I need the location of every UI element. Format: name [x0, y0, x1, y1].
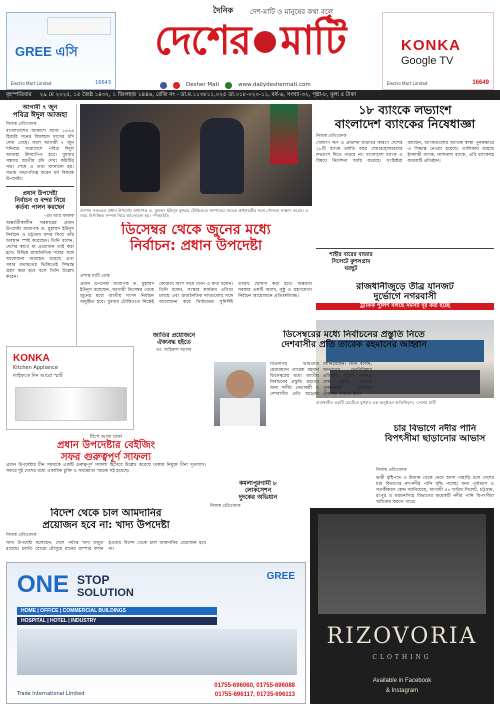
rice-headline[interactable]: বিদেশ থেকে চাল আমদানির প্রয়োজন হবে না: খাদ্য উপদেষ্টা: [42, 508, 170, 531]
gree-logo-small: GREE: [266, 571, 295, 582]
title-right: মাটি: [280, 17, 346, 64]
traffic-kicker: ট্রাফিক পুলিশ বলছে সমস্যা দূর করা হচ্ছে: [316, 303, 494, 310]
adviser-byline: -এম আর ফারুক: [44, 213, 74, 219]
tarek-headline[interactable]: ডিসেম্বরের মধ্যে নির্বাচনের প্রস্তুতি নিতে দেশবাসীর প্রতি তারেক রহমানের আহ্বান: [281, 330, 427, 351]
web-icon: [225, 82, 232, 89]
konka-footer: Electro Mart Limited: [387, 81, 428, 86]
one-stop-line-2: HOSPITAL | HOTEL | INDUSTRY: [17, 617, 217, 625]
google-tv-label: Google TV: [401, 55, 454, 67]
beijing-box: [6, 434, 206, 494]
rizovoria-sub: CLOTHING: [372, 654, 432, 661]
eid-kicker: আগামী ৭ জুন: [22, 104, 58, 111]
lead-byline: প্রশান্ত মাটি ডেস্ক: [80, 274, 110, 279]
photo-flag: [270, 104, 298, 164]
facebook-icon[interactable]: [160, 82, 167, 89]
kamalapur-box: [210, 480, 306, 560]
youtube-icon[interactable]: [173, 82, 180, 89]
photo-person-right: [200, 118, 244, 194]
flood-body: ভারী বৃষ্টিপাত ও উজান থেকে নেমে আসা পাহাড়ি ঢলে দেশের চার বিভাগের নদ-নদীর পানি বৃদ্ধি পাচ্ছে। বন্যা পূর্বাভাস ও সতর্কীকরণ কেন্দ্র জানিয়েছে, আগামী ৪৮ ঘণ্টায় সিলেট, চট্টগ্রাম, রংপুর ও ময়মনসিংহ বিভাগের কয়েকটি নদীর পানি বিপৎসীমা অতিক্রম করতে পারে।: [376, 475, 494, 505]
gree-logo: GREE এসি: [15, 44, 78, 59]
lead-body: প্রধান উপদেষ্টা অধ্যাপক ড. মুহাম্মদ ইউনূস বলেছেন, আগামী ডিসেম্বর থেকে জুনের মধ্যে জাতীয় সংসদ নির্বাচন অনুষ্ঠিত হবে। বুধবার টোকিওতে নিক্কেই ফোরামে অংশ নিয়ে তিনি এ কথা বলেন। তিনি বলেন, সংস্কার কার্যক্রম এগিয়ে চলছে এবং রাজনৈতিক দলগুলোর সঙ্গে আলোচনা করে নির্বাচনের সুনির্দিষ্ট তারিখ ঘোষণা করা হবে। অন্তর্বর্তী সরকার একটি অবাধ, সুষ্ঠু ও গ্রহণযোগ্য নির্বাচন আয়োজনে প্রতিশ্রুতিবদ্ধ।: [80, 281, 312, 305]
eid-headline[interactable]: পবিত্র ঈদুল আজহা: [12, 111, 68, 120]
kitchen-appliances-image: [15, 387, 127, 421]
flood-headline-box: [376, 424, 494, 466]
konka-kitchen-ad[interactable]: [6, 346, 134, 430]
traffic-box: [316, 282, 494, 318]
unity-headline[interactable]: জাতির প্রয়োজনে ঐক্যবদ্ধ হইতে: [152, 332, 196, 347]
eid-body: বাংলাদেশের আকাশে আজ ১৪৪৬ হিজরি সনের জিলহজ মাসের চাঁদ দেখা গেছে। ফলে আগামী ৭ জুন শনিবার সারাদেশে পবিত্র ঈদুল আজহা উদযাপিত হবে। বুধবার সন্ধ্যায় জাতীয় চাঁদ দেখা কমিটির সভা শেষে এ তথ্য জানানো হয়। সভায় সভাপতিত্ব করেন ধর্ম বিষয়ক উপদেষ্টা।: [6, 129, 74, 183]
eid-byline: নিজস্ব প্রতিবেদক: [6, 121, 37, 127]
tagline: দেশ-মাটি ও মানুষের কথা বলে: [250, 8, 333, 16]
kamalapur-headline[interactable]: কমলাপুরগামী ৮ লোকসেশন দুদকের অভিযান: [238, 480, 278, 502]
gree-hotline: 16643: [95, 79, 111, 86]
one-stop-solution-ad[interactable]: [6, 562, 306, 704]
divider: [6, 186, 74, 187]
adviser-body: অন্তর্বর্তীকালীন সরকারের প্রধান উপদেষ্টা অধ্যাপক ড. মুহাম্মদ ইউনূস নির্বাচন ও চট্টগ্রাম বন্দর নিয়ে তাঁর অবস্থান স্পষ্ট করেছেন। তিনি বলেন, দেশের স্বার্থে যা প্রয়োজন তাই করা হবে। বিভিন্ন রাজনৈতিক দলের সঙ্গে আলোচনা অব্যাহত রয়েছে এবং সবার মতামতের ভিত্তিতেই সিদ্ধান্ত গ্রহণ করা হবে বলে তিনি উল্লেখ করেন।: [6, 221, 74, 281]
konka-kitchen-logo: KONKA: [13, 353, 50, 364]
newspaper-title: [122, 12, 378, 72]
bank-body: খেলাপি ঋণ ও প্রভিশন ঘাটতির কারণে দেশের ১৮টি ব্যাংক চলতি বছর শেয়ারহোল্ডারদের লভ্যাংশ দিতে পারবে না। বাংলাদেশ ব্যাংক এ বিষয়ে নির্দেশনা জারি করেছে। সংশ্লিষ্টরা বলছেন, ব্যাংকগুলোর আর্থিক স্বাস্থ্য পুনরুদ্ধারে এ সিদ্ধান্ত নেওয়া হয়েছে। তালিকায় রয়েছে ইসলামী ব্যাংক, ন্যাশনাল ব্যাংক, এবি ব্যাংকসহ কয়েকটি প্রতিষ্ঠান।: [316, 141, 494, 165]
event-photo-caption: রাজধানীর একটি হোটেলে বুধবার এক অনুষ্ঠানে অতিথিবৃন্দ। -দেশের মাটি: [316, 400, 436, 405]
one-stop-line-1: HOME | OFFICE | COMMERCIAL BUILDINGS: [17, 607, 217, 615]
right-top-column: [316, 104, 494, 280]
one-word: ONE: [17, 571, 70, 598]
dateline-bar: [0, 90, 500, 100]
top-news-photo[interactable]: [80, 104, 312, 206]
ac-units-image: [17, 629, 297, 675]
masthead: [0, 0, 500, 100]
photo-person-left: [120, 122, 160, 192]
divider: [316, 248, 494, 249]
traffic-headline[interactable]: রাজধানীজুড়ে তীব্র যানজট দুর্ভোগে নগরবাসী: [356, 282, 454, 303]
title-red-dot: [254, 31, 276, 53]
stop-word: STOP: [77, 573, 110, 587]
gree-footer: Electro Mart Limited: [11, 81, 52, 86]
tarek-body: বিএনপির ভারপ্রাপ্ত চেয়ারম্যান তারেক রহমান ডিসেম্বরের মধ্যে জাতীয় নির্বাচনের প্রস্তুতি গ্রহণের জন্য দলীয় নেতাকর্মী ও দেশবাসীর প্রতি আহ্বান জানিয়েছেন। তিনি বলেন, জনগণের ভোটাধিকার প্রতিষ্ঠার লড়াই এখনও শেষ হয়নি। গণতন্ত্র পুনরুদ্ধারে সবাইকে ঐক্যবদ্ধ থাকতে হবে।: [270, 362, 372, 397]
title-left: দেশের: [154, 17, 251, 64]
adviser-headline[interactable]: প্রধান উপদেষ্টা নির্বাচন ও বন্দর নিয়ে কর্তব্য পালন করছেন: [14, 190, 66, 212]
sylhet-headline[interactable]: শাহীর বারের বাজার সিলেটে কুশলগ্রাম ঘরছুট: [329, 252, 373, 272]
phone-line-2: 01755-696117, 01735-696113: [214, 692, 295, 698]
phone-line-1: 01755-696060, 01755-696088: [214, 683, 295, 689]
konka-logo: KONKA: [401, 37, 461, 54]
rizovoria-ad[interactable]: [310, 508, 494, 704]
flood-body-box: [376, 466, 494, 506]
beijing-kicker: টীপে আজ ঢাকা: [89, 434, 123, 440]
bank-byline: নিজস্ব প্রতিবেদক: [316, 133, 347, 139]
ac-unit-illustration: [47, 17, 111, 35]
lead-body-box: [80, 272, 312, 330]
rice-byline: নিজস্ব প্রতিবেদক: [6, 533, 37, 538]
konka-kitchen-line: লাইফকে দিন আরো স্মার্ট: [13, 373, 63, 379]
bank-headline-1[interactable]: ১৮ ব্যাংকে লভ্যাংশ: [358, 104, 452, 117]
solution-word: SOLUTION: [77, 587, 134, 599]
konka-hotline: 16649: [472, 80, 489, 86]
beijing-headline[interactable]: প্রধান উপদেষ্টার বেইজিং সফর গুরুত্বপূর্ণ সাফল্য: [56, 440, 156, 463]
flood-headline-1[interactable]: চার বিভাগে নদীর পানি: [393, 424, 477, 434]
date-info: ২৯ মে ২০২৫, ১৫ জৈষ্ঠ ১৪৩২, ১ জিলহজ ১৪৪৬, রেজি নং - ডা.ম.১১৩৮১১,০২৫ ডা.০১৮-০২০-১১, বর্ষ-৬, সংখ্যা-৩২, পৃষ্ঠা-৮, মূল্য ৫ টাকা: [39, 91, 357, 98]
konka-tv-ad-banner[interactable]: [382, 12, 494, 90]
website-link[interactable]: www.dailydeshermati.com: [238, 82, 311, 89]
facebook-page-name[interactable]: Desher Mati: [186, 82, 220, 89]
beijing-body: প্রধান উপদেষ্টার চীন সফরকে একটি গুরুত্বপূর্ণ সাফল্য হিসেবে উল্লেখ করেছে ঢাকায় নিযুক্ত চীনা দূতাবাস। সফরে দুই দেশের মধ্যে একাধিক চুক্তি ও সমঝোতা স্মারক সই হয়েছে।: [6, 463, 206, 475]
rizovoria-line-1: Available in Facebook: [372, 678, 432, 684]
flood-byline: নিজস্ব প্রতিবেদক: [376, 468, 407, 473]
tarek-photo[interactable]: [214, 362, 266, 426]
bank-headline-2[interactable]: বাংলাদেশ ব্যাংকের নিষেধাজ্ঞা: [334, 116, 476, 131]
rizovoria-line-2: & Instagram: [385, 688, 419, 694]
unity-byline: ডা. জহিরুল আলম: [156, 348, 192, 354]
rice-body: খাদ্য উপদেষ্টা বলেছেন, দেশে পর্যাপ্ত খাদ্য মজুত রয়েছে। চলতি বোরো মৌসুমে ধানের বাম্পার ফলন হওয়ায় বিদেশ থেকে চাল আমদানির প্রয়োজন হবে না।: [6, 540, 206, 552]
tarek-headline-box: [214, 330, 494, 360]
top-photo-caption: জাপান সফররত প্রধান উপদেষ্টা অধ্যাপক ড. মুহাম্মদ ইউনূস বুধবার টোকিওতে জাপানের সাবেক প্রধানমন্ত্রীর সঙ্গে সৌজন্য সাক্ষাৎ করেন। এ সময় দ্বিপাক্ষিক সম্পর্ক নিয়ে আলোচনা হয়। -পিআইডি: [80, 208, 309, 219]
flood-headline-2[interactable]: বিপৎসীমা ছাড়ানোর আভাস: [384, 434, 486, 445]
social-links: [160, 82, 340, 89]
tarek-shirt: [220, 398, 260, 426]
rice-box: [6, 508, 206, 560]
rizovoria-logo: RIZOVORIA: [326, 624, 478, 649]
konka-kitchen-sub: Kitchen Appliance: [13, 365, 58, 371]
daily-label: দৈনিক: [213, 6, 234, 15]
trade-international: Trade International Limited: [17, 690, 85, 697]
gree-ad-banner[interactable]: [6, 12, 116, 90]
weekday: বৃহস্পতিবার: [6, 91, 32, 98]
models-photo: [318, 514, 486, 614]
tarek-face: [226, 370, 254, 398]
kamalapur-byline: নিজস্ব প্রতিবেদক: [210, 503, 241, 509]
lead-headline[interactable]: ডিসেম্বর থেকে জুনের মধ্যে নির্বাচন: প্রধান উপদেষ্টা: [121, 222, 271, 255]
tarek-body-box: [270, 362, 372, 472]
